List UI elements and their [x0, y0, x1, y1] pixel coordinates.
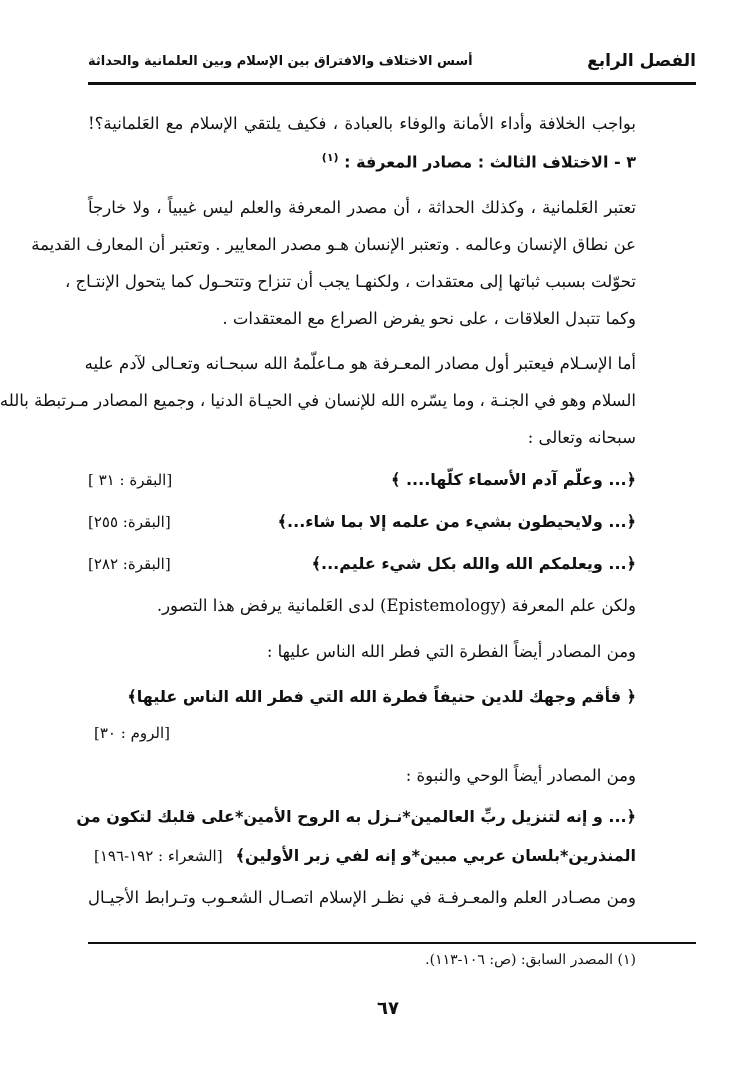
footnote: (١) المصدر السابق: (ص: ١٠٦-١١٣).: [425, 952, 636, 968]
section-heading: [88, 150, 636, 174]
footnote-marker: (١): [321, 151, 339, 164]
quran-verse: [94, 846, 636, 865]
page-number: ٦٧: [377, 998, 399, 1019]
verse-text: ﴿... ولايحيطون بشيء من علمه إلا بما شاء...﴾: [277, 512, 636, 531]
quran-verse: [88, 554, 636, 573]
body-line: ومن المصادر أيضاً الفطرة التي فطر الله الناس عليها :: [266, 642, 636, 661]
chapter-label: الفصل الرابع: [587, 51, 696, 71]
verse-reference: [البقرة : ٣١ ]: [88, 470, 173, 489]
paragraph-line: السلام وهو في الجنـة ، وما يسّره الله للإنسان في الحيـاة الدنيا ، وجميع المصادر مـرتبطة بالله: [0, 391, 636, 410]
paragraph-line: وكما تتبدل العلاقات ، على نحو يفرض الصراع مع المعتقدات .: [222, 309, 636, 328]
verse-reference: [الشعراء : ١٩٢-١٩٦]: [94, 846, 223, 865]
body-line: ولكن علم المعرفة (Epistemology) لدى العَلمانية يرفض هذا التصور.: [156, 596, 636, 615]
verse-text: ﴿... وعلّم آدم الأسماء كلّها.... ﴾: [391, 470, 636, 489]
verse-text: ﴿... ويعلمكم الله والله بكل شيء عليم...﴾: [311, 554, 636, 573]
running-header: [88, 46, 696, 76]
verse-text: ﴿... و إنه لتنزيل ربِّ العالمين*نـزل به الروح الأمين*على قلبك لتكون من: [76, 807, 636, 826]
body-line: بواجب الخلافة وأداء الأمانة والوفاء بالعبادة ، فكيف يلتقي الإسلام مع العَلمانية؟!: [88, 114, 636, 133]
verse-reference: [البقرة: ٢٥٥]: [88, 512, 171, 531]
body-line: ومن المصادر أيضاً الوحي والنبوة :: [405, 766, 636, 785]
paragraph-line: تعتبر العَلمانية ، وكذلك الحداثة ، أن مصدر المعرفة والعلم ليس غيبياً ، ولا خارجاً: [88, 198, 636, 217]
book-title: أسس الاختلاف والافتراق بين الإسلام وبين العلمانية والحداثة: [88, 53, 473, 69]
paragraph-line: عن نطاق الإنسان وعالمه . وتعتبر الإنسان هـو مصدر المعايير . وتعتبر أن المعارف القديمة: [31, 235, 636, 254]
paragraph-line: تحوّلت بسبب ثباتها إلى معتقدات ، ولكنهـا يجب أن تنزاح وتتحـول كما يتحول الإنتـاج ،: [64, 272, 636, 291]
paragraph-line: أما الإسـلام فيعتبر أول مصادر المعـرفة هو مـاعلّمهُ الله سبحـانه وتعـالى لآدم عليه: [84, 354, 636, 373]
verse-reference: [البقرة: ٢٨٢]: [88, 554, 171, 573]
quran-verse: [88, 512, 636, 531]
paragraph-line: سبحانه وتعالى :: [527, 428, 636, 447]
verse-text: المنذرين*بلسان عربي مبين*و إنه لفي زبر الأولين﴾: [235, 846, 636, 865]
header-divider: [88, 82, 696, 85]
footnote-divider: [88, 942, 696, 944]
verse-text: ﴿ فأقم وجهك للدين حنيفاً فطرة الله التي فطر الله الناس عليها﴾: [127, 687, 636, 706]
verse-reference: [الروم : ٣٠]: [94, 724, 170, 742]
section-heading-text: ٣ - الاختلاف الثالث : مصادر المعرفة :: [344, 152, 636, 172]
quran-verse: [88, 470, 636, 489]
body-line: ومن مصـادر العلم والمعـرفـة في نظـر الإسلام اتصـال الشعـوب وتـرابط الأجيـال: [88, 888, 636, 907]
